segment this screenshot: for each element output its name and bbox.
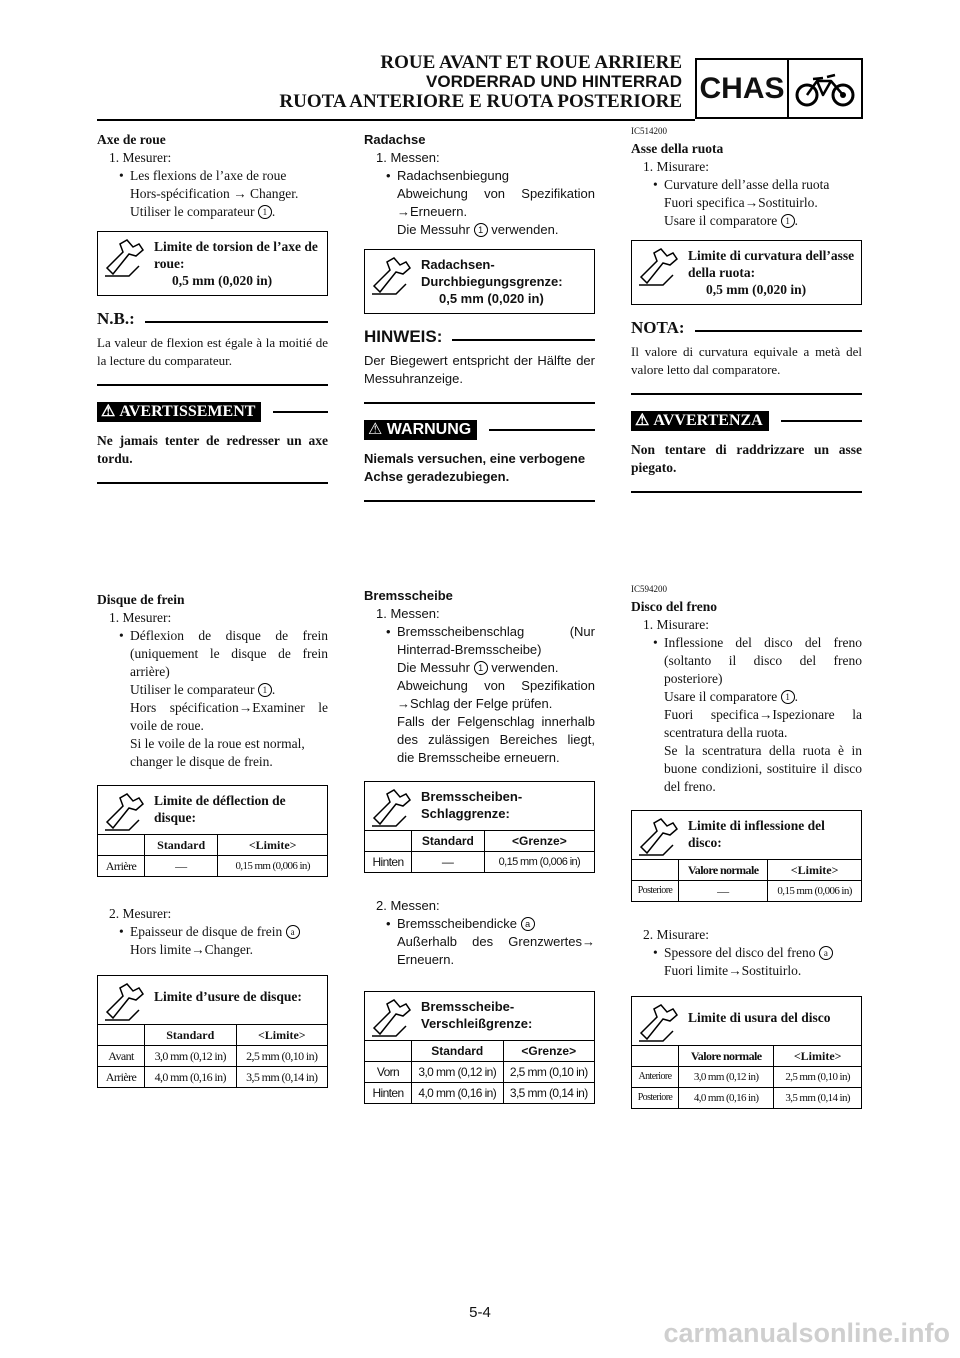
wrench-icon — [98, 786, 150, 834]
table-header: <Limite> — [768, 860, 861, 881]
spec-box-wear — [364, 991, 595, 1104]
instruction-line: Se la scentratura della ruota è in buone condizioni, sostituire il disco del freno. — [664, 743, 862, 794]
spec-box-deflection — [97, 785, 328, 877]
axle-title: Axe de roue — [97, 132, 166, 147]
warning-text: Non tentare di raddrizzare un asse piegato. — [631, 442, 862, 475]
spec-label: Limite di curvatura dell’asse della ruota: — [688, 248, 855, 280]
warning-text: Niemals versuchen, eine verbogene Achse geradezubiegen. — [364, 451, 586, 484]
warning-triangle-icon: ⚠ — [101, 403, 116, 420]
column-fr-disc — [97, 591, 328, 1088]
table-header: Standard — [145, 1025, 237, 1046]
step-1: 1. Mesurer: — [109, 610, 172, 625]
wrench-icon — [98, 232, 150, 295]
table-header: Valore normale — [679, 860, 768, 881]
chapter-badge — [695, 58, 863, 119]
step-2: 2. Misurare: — [643, 927, 709, 942]
bullet-item: • Bremsscheibenschlag (Nur Hinterrad-Bremsscheibe) — [364, 623, 595, 659]
callout-marker: a — [286, 925, 300, 939]
table-row: Posteriore 4,0 mm (0,16 in) 3,5 mm (0,14 in) — [632, 1088, 861, 1109]
table-row: Avant 3,0 mm (0,12 in) 2,5 mm (0,10 in) — [98, 1046, 327, 1067]
instruction-line: Si le voile de la roue est normal, changer le disque de frein. — [130, 736, 305, 769]
instruction-line: Usare il comparatore 1 . — [664, 689, 798, 704]
watermark: carmanualsonline.info — [663, 1318, 950, 1348]
note-text: Der Biegewert entspricht der Hälfte der Messuhranzeige. — [364, 353, 595, 386]
header-rule — [97, 119, 695, 121]
instruction-line: Fuori specifica→Ispezionare la scentratura della ruota. — [664, 707, 862, 740]
spec-table — [632, 1045, 861, 1108]
wrench-icon — [365, 250, 417, 313]
column-it-disc — [631, 580, 862, 1109]
note-text: La valeur de flexion est égale à la moitié de la lecture du comparateur. — [97, 335, 328, 368]
step-1: 1. Messen: — [376, 150, 440, 165]
warning-text: Ne jamais tenter de redresser un axe tordu. — [97, 433, 328, 466]
table-header: <Limite> — [218, 835, 327, 856]
wrench-icon — [632, 811, 684, 859]
spec-box-axle — [631, 240, 862, 305]
axle-title: Asse della ruota — [631, 141, 724, 156]
table-header: Standard — [145, 835, 218, 856]
spec-table — [98, 834, 327, 876]
instruction-line: Fuori limite→Sostituirlo. — [664, 963, 802, 978]
bullet-item: • Déflexion de disque de frein (uniquement le disque de frein arrière) — [97, 627, 328, 681]
table-row: Arrière 4,0 mm (0,16 in) 3,5 mm (0,14 in) — [98, 1067, 327, 1088]
note-heading: NOTA: — [631, 319, 862, 337]
table-header: Valore normale — [679, 1046, 774, 1067]
spec-label: Bremsscheibe-Verschleißgrenze: — [421, 999, 533, 1031]
header-title-fr: ROUE AVANT ET ROUE ARRIERE — [380, 52, 682, 73]
spec-label: Limite de déflection de disque: — [154, 793, 286, 825]
warning-badge: ⚠ AVERTISSEMENT — [97, 402, 261, 422]
warning-badge: ⚠ AVVERTENZA — [631, 411, 769, 431]
callout-marker: a — [521, 917, 535, 931]
spec-box-deflection — [631, 810, 862, 902]
spec-label: Limite de torsion de l’axe de roue: — [154, 239, 318, 271]
column-fr — [97, 131, 328, 484]
table-header: <Grenze> — [484, 831, 594, 852]
chapter-label: CHAS — [697, 60, 789, 117]
instruction-line: Hors limite→Changer. — [130, 942, 253, 957]
spec-table — [632, 859, 861, 901]
bullet-item: • Spessore del disco del freno a — [631, 944, 862, 962]
spec-label: Radachsen-Durchbiegungsgrenze: — [421, 257, 563, 289]
instruction-line: Hors spécification→Examiner le voile de roue. — [130, 700, 328, 733]
instruction-line: Fuori specifica→Sostituirlo. — [664, 195, 818, 210]
bullet-item: • Epaisseur de disque de frein a — [97, 923, 328, 941]
spec-box-wear — [631, 996, 862, 1109]
instruction-line: Utiliser le comparateur 1 . — [130, 682, 276, 697]
header-title-it: RUOTA ANTERIORE E RUOTA POSTERIORE — [279, 91, 682, 112]
bullet-item: • Curvature dell’asse della ruota — [631, 176, 862, 194]
spec-label: Limite d’usure de disque: — [154, 989, 302, 1004]
step-1: 1. Misurare: — [643, 159, 709, 174]
disc-title: Disco del freno — [631, 599, 717, 614]
step-2: 2. Mesurer: — [109, 906, 172, 921]
spec-value: 0,5 mm (0,020 in) — [439, 291, 544, 306]
note-text: Il valore di curvatura equivale a metà del valore letto dal comparatore. — [631, 344, 862, 377]
step-1: 1. Messen: — [376, 606, 440, 621]
spec-table — [365, 830, 594, 872]
spec-label: Bremsscheiben-Schlaggrenze: — [421, 789, 523, 821]
note-rule — [631, 393, 862, 395]
wrench-icon — [365, 782, 417, 830]
warning-heading — [97, 402, 328, 422]
column-it — [631, 122, 862, 493]
section-code: IC594200 — [631, 584, 667, 594]
warning-heading — [364, 420, 595, 440]
note-heading: N.B.: — [97, 310, 328, 328]
wrench-icon — [98, 976, 150, 1024]
section-code: IC514200 — [631, 126, 667, 136]
instruction-line: Hors-spécification → Changer. — [130, 186, 299, 201]
table-header: <Grenze> — [503, 1041, 594, 1062]
instruction-line: Falls der Felgenschlag innerhalb des zulässigen Bereiches liegt, die Bremsscheibe erneuern. — [397, 714, 595, 765]
wrench-icon — [632, 241, 684, 304]
callout-marker: 1 — [781, 214, 795, 228]
callout-marker: a — [819, 946, 833, 960]
table-header: Standard — [412, 1041, 504, 1062]
note-heading: HINWEIS: — [364, 328, 595, 346]
spec-value: 0,5 mm (0,020 in) — [706, 282, 807, 297]
note-rule — [97, 384, 328, 386]
warning-rule — [364, 500, 595, 502]
callout-marker: 1 — [258, 205, 272, 219]
spec-box-axle — [97, 231, 328, 296]
instruction-line: Außerhalb des Grenzwertes→ Erneuern. — [397, 934, 595, 967]
warning-heading — [631, 411, 862, 431]
table-row: Arrière — 0,15 mm (0,006 in) — [98, 856, 327, 877]
warning-rule — [97, 482, 328, 484]
bullet-item: • Les flexions de l’axe de roue — [97, 167, 328, 185]
instruction-line: Die Messuhr 1 verwenden. — [397, 222, 559, 237]
table-row: Vorn 3,0 mm (0,12 in) 2,5 mm (0,10 in) — [365, 1062, 594, 1083]
motorcycle-icon — [789, 60, 861, 117]
column-de — [364, 131, 595, 502]
table-row: Hinten 4,0 mm (0,16 in) 3,5 mm (0,14 in) — [365, 1083, 594, 1104]
callout-marker: 1 — [474, 661, 488, 675]
step-1: 1. Misurare: — [643, 617, 709, 632]
spec-label: Limite di usura del disco — [688, 1010, 831, 1025]
page-number: 5-4 — [469, 1304, 491, 1321]
bullet-item: • Inflessione del disco del freno (soltanto il disco del freno posteriore) — [631, 634, 862, 688]
step-2: 2. Messen: — [376, 898, 440, 913]
spec-label: Limite di inflessione del disco: — [688, 818, 825, 850]
instruction-line: Abweichung von Spezifikation →Schlag der Felge prüfen. — [397, 678, 595, 711]
spec-value: 0,5 mm (0,020 in) — [172, 273, 273, 288]
spec-box-wear — [97, 975, 328, 1088]
callout-marker: 1 — [258, 683, 272, 697]
spec-box-deflection — [364, 781, 595, 873]
note-rule — [364, 402, 595, 404]
spec-box-axle — [364, 249, 595, 314]
wrench-icon — [632, 997, 684, 1045]
wrench-icon — [365, 992, 417, 1040]
table-row: Hinten — 0,15 mm (0,006 in) — [365, 852, 594, 873]
table-row: Posteriore — 0,15 mm (0,006 in) — [632, 881, 861, 902]
instruction-line: Die Messuhr 1 verwenden. — [397, 660, 559, 675]
warning-badge: ⚠ WARNUNG — [364, 420, 477, 440]
disc-title: Disque de frein — [97, 592, 185, 607]
spec-table — [98, 1024, 327, 1087]
bullet-item: • Bremsscheibendicke a — [364, 915, 595, 933]
bullet-item: • Radachsenbiegung — [364, 167, 595, 185]
instruction-line: Usare il comparatore 1 . — [664, 213, 798, 228]
axle-title: Radachse — [364, 132, 426, 147]
header-title-de: VORDERRAD UND HINTERRAD — [426, 72, 682, 91]
disc-title: Bremsscheibe — [364, 588, 453, 603]
table-row: Anteriore 3,0 mm (0,12 in) 2,5 mm (0,10 in) — [632, 1067, 861, 1088]
table-header: <Limite> — [236, 1025, 327, 1046]
warning-triangle-icon: ⚠ — [635, 412, 650, 429]
step-1: 1. Mesurer: — [109, 150, 172, 165]
warning-triangle-icon: ⚠ — [368, 421, 383, 438]
spec-table — [365, 1040, 594, 1103]
instruction-line: Utiliser le comparateur 1 . — [130, 204, 276, 219]
column-de-disc — [364, 587, 595, 1104]
warning-rule — [631, 491, 862, 493]
table-header: <Limite> — [774, 1046, 861, 1067]
callout-marker: 1 — [474, 223, 488, 237]
table-header: Standard — [412, 831, 485, 852]
callout-marker: 1 — [781, 690, 795, 704]
instruction-line: Abweichung von Spezifikation →Erneuern. — [397, 186, 595, 219]
